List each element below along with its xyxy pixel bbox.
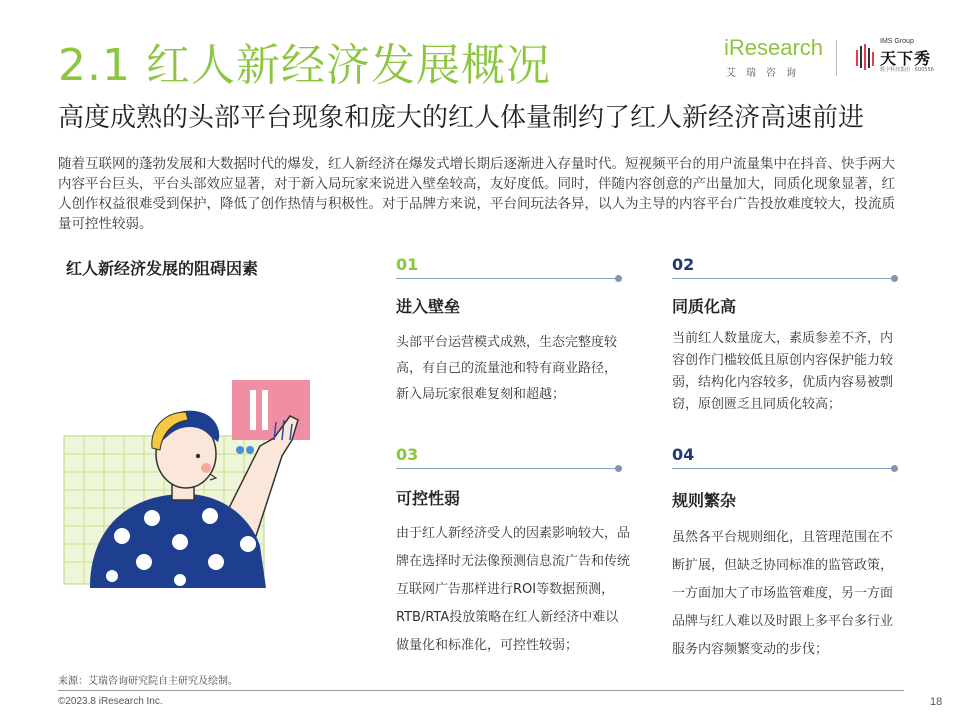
footer-divider xyxy=(58,690,904,691)
factor-title: 进入壁垒 xyxy=(396,297,461,316)
factor-title: 同质化高 xyxy=(672,297,737,316)
factor-03-divider xyxy=(396,468,618,469)
factor-02-divider-dot-icon xyxy=(891,275,898,282)
factor-04 xyxy=(672,445,902,465)
txx-logo-mark-icon xyxy=(854,42,878,72)
logo-divider xyxy=(836,40,837,76)
person-illustration xyxy=(60,376,310,588)
factor-body: 虽然各平台规则细化，且管理范围在不断扩展，但缺乏协同标准的监管政策，一方面加大了市场监管难度，另一方面品牌与红人难以及时跟上多平台多行业服务内容频繁变动的步伐； xyxy=(672,530,894,657)
txx-logo-tagline: 数字科技集团 · 600556 xyxy=(880,67,934,73)
factor-body: 当前红人数量庞大，素质参差不齐，内容创作门槛较低且原创内容保护能力较弱，结构化内容较多，优质内容易被剽窃，原创匮乏且同质化较高； xyxy=(672,331,894,412)
iresearch-logo-wordmark: iResearch xyxy=(724,35,824,60)
factor-02-divider xyxy=(672,278,894,279)
factor-01-divider-dot-icon xyxy=(615,275,622,282)
factor-number: 04 xyxy=(672,445,695,464)
factor-01-divider xyxy=(396,278,618,279)
txx-logo-group: IMS Group xyxy=(880,38,914,45)
page-number: 18 xyxy=(930,696,943,708)
factor-title: 规则繁杂 xyxy=(672,491,737,510)
factor-number: 03 xyxy=(396,445,419,464)
factor-04-divider-dot-icon xyxy=(891,465,898,472)
factor-number: 01 xyxy=(396,255,419,274)
iresearch-logo xyxy=(724,36,824,82)
page-title: 2.1 红人新经济发展概况 xyxy=(58,40,551,91)
factor-body: 头部平台运营模式成熟，生态完整度较高，有自己的流量池和特有商业路径，新入局玩家很难复刻和超越； xyxy=(396,335,618,402)
factor-number: 02 xyxy=(672,255,695,274)
factor-03 xyxy=(396,445,626,465)
source-note: 来源：艾瑞咨询研究院自主研究及绘制。 xyxy=(58,676,238,687)
factor-title: 可控性弱 xyxy=(396,489,461,508)
factor-04-divider xyxy=(672,468,894,469)
factor-02 xyxy=(672,255,902,275)
page-subtitle: 高度成熟的头部平台现象和庞大的红人体量制约了红人新经济高速前进 xyxy=(58,103,865,133)
copyright: ©2023.8 iResearch Inc. xyxy=(58,696,163,707)
txx-logo-name: 天下秀 xyxy=(880,49,932,68)
txx-logo xyxy=(850,38,940,78)
iresearch-logo-cn: 艾瑞咨询 xyxy=(726,68,806,79)
factor-03-divider-dot-icon xyxy=(615,465,622,472)
pink-sign-icon xyxy=(232,380,310,440)
obstacles-heading: 红人新经济发展的阻碍因素 xyxy=(66,259,259,278)
factor-body: 由于红人新经济受人的因素影响较大，品牌在选择时无法像预测信息流广告和传统互联网广告那样进行ROI等数据预测，RTB/RTA投放策略在红人新经济中难以做量化和标准化，可控性较弱； xyxy=(396,526,631,653)
intro-paragraph: 随着互联网的蓬勃发展和大数据时代的爆发，红人新经济在爆发式增长期后逐渐进入存量时代。短视频平台的用户流量集中在抖音、快手两大内容平台巨头，平台头部效应显著，对于新入局玩家来说进入壁垒较高，友好度低。同时，伴随内容创意的产出量加大，同质化现象显著，红人创作权益很难受到保护，降低了创作热情与积极性。对于品牌方来说，平台间玩法各异，以人为主导的内容平台广告投放难度较大，投流质量可控性较弱。 xyxy=(58,156,895,232)
factor-01 xyxy=(396,255,626,275)
